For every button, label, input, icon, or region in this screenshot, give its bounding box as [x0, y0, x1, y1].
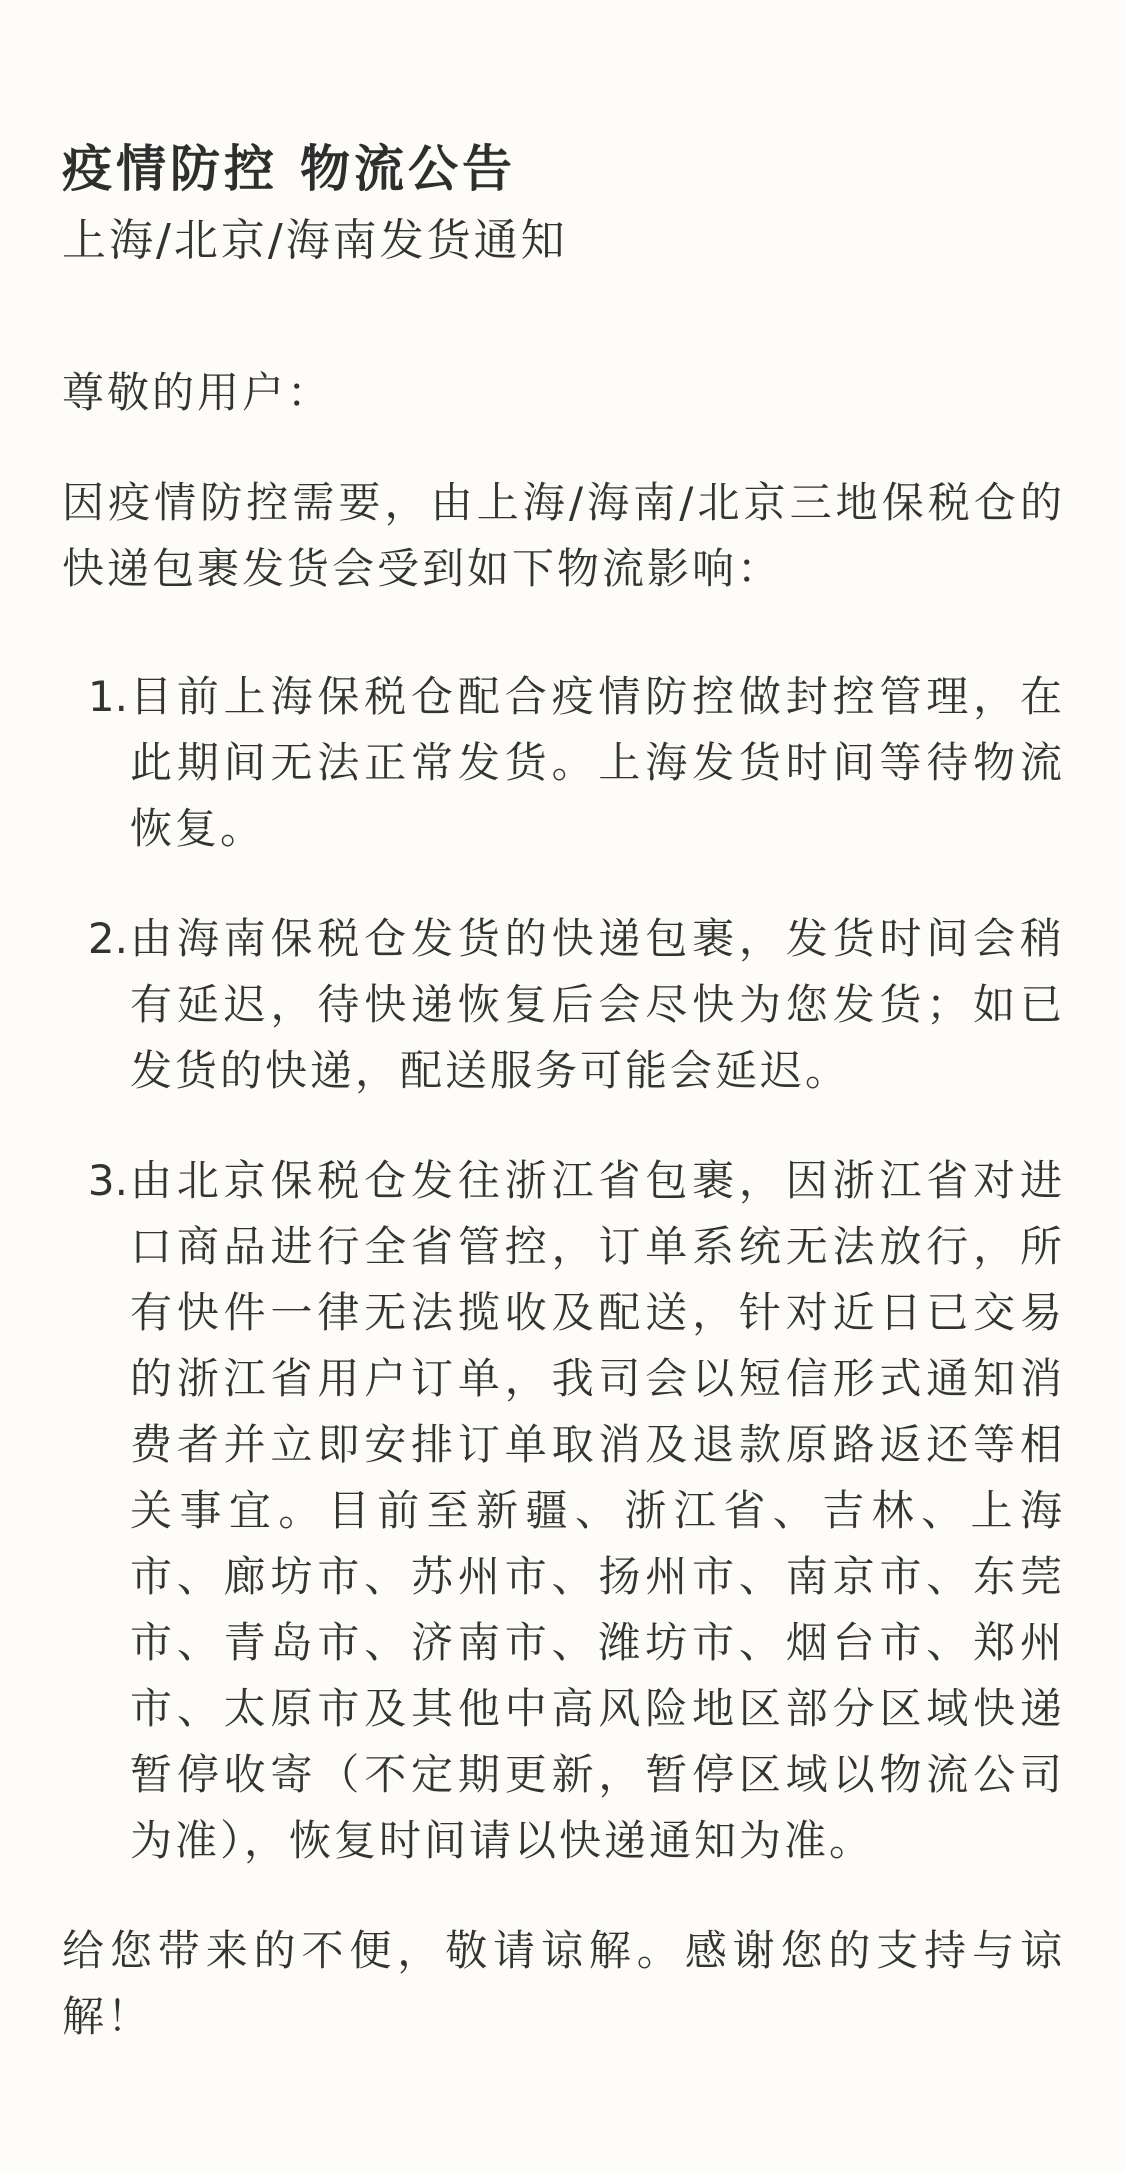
greeting: 尊敬的用户：	[62, 368, 333, 417]
notice-item-2	[62, 906, 1065, 1104]
page-title-part1: 疫情防控	[62, 140, 278, 198]
notice-item-text: 由北京保税仓发往浙江省包裹，因浙江省对进口商品进行全省管控，订单系统无法放行，所有快件一律无法揽收及配送，针对近日已交易的浙江省用户订单，我司会以短信形式通知消费者并立即安排订单取消及退款原路返还等相关事宜。目前至新疆、浙江省、吉林、上海市、廊坊市、苏州市、扬州市、南京市、东莞市、青岛市、济南市、潍坊市、烟台市、郑州市、太原市及其他中高风险地区部分区域快递暂停收寄（不定期更新，暂停区域以物流公司为准），恢复时间请以快递通知为准。	[130, 1156, 1065, 1865]
notice-item-3	[62, 1148, 1065, 1874]
page-subtitle: 上海/北京/海南发货通知	[62, 215, 568, 266]
notice-item-number: 3.	[87, 1156, 128, 1205]
intro-paragraph: 因疫情防控需要，由上海/海南/北京三地保税仓的快递包裹发货会受到如下物流影响：	[62, 478, 1065, 593]
notice-list	[62, 664, 1065, 1874]
notice-item-text: 目前上海保税仓配合疫情防控做封控管理，在此期间无法正常发货。上海发货时间等待物流恢复。	[130, 672, 1065, 853]
page-title-part2: 物流公告	[300, 140, 516, 198]
closing-paragraph: 给您带来的不便，敬请谅解。感谢您的支持与谅解！	[62, 1926, 1065, 2041]
notice-item-1	[62, 664, 1065, 862]
notice-item-number: 2.	[87, 914, 128, 963]
page-title	[62, 130, 1065, 208]
notice-item-text: 由海南保税仓发货的快递包裹，发货时间会稍有延迟，待快递恢复后会尽快为您发货；如已发货的快递，配送服务可能会延迟。	[130, 914, 1065, 1095]
notice-item-number: 1.	[87, 672, 128, 721]
